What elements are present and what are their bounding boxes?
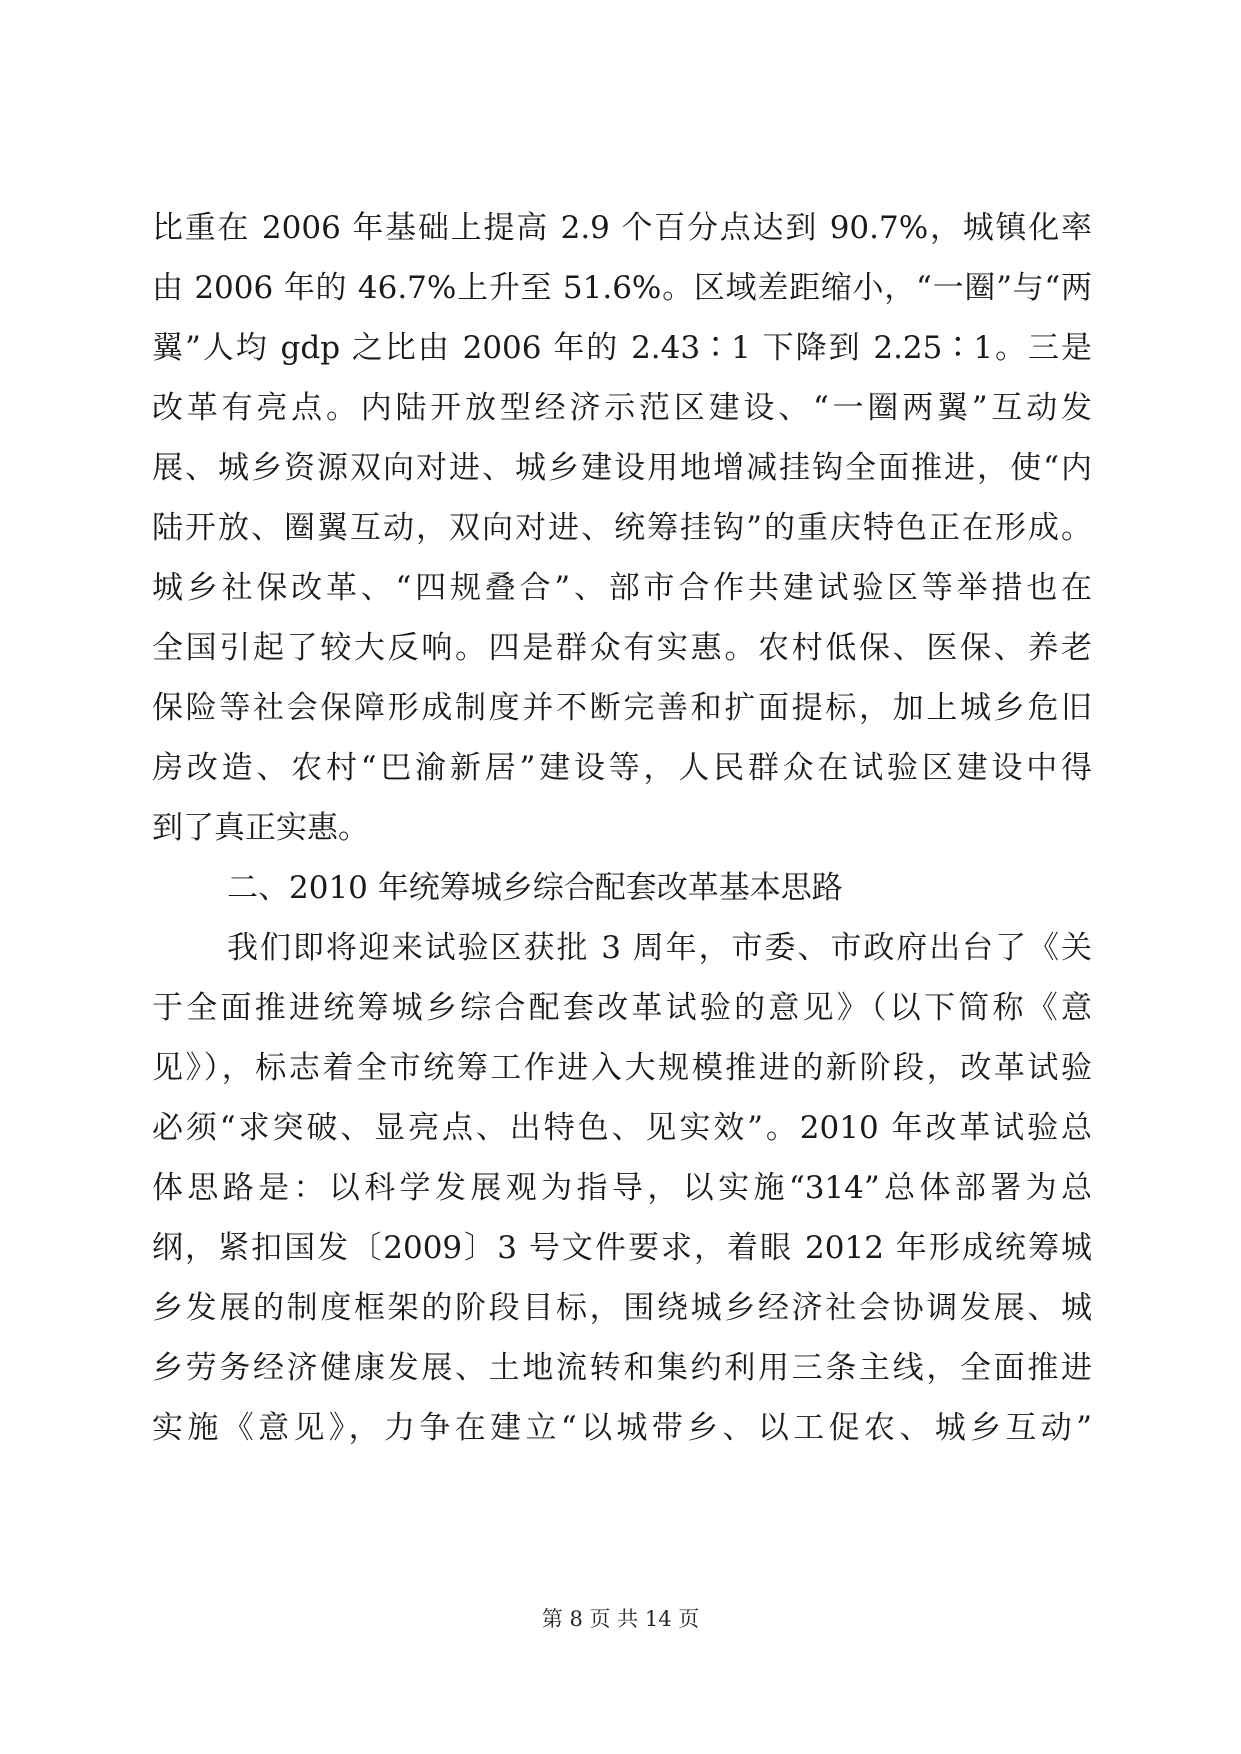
- body-line: 陆开放、圈翼互动，双向对进、统筹挂钩”的重庆特色正在形成。: [152, 510, 1092, 546]
- body-line: 纲，紧扣国发〔2009〕3 号文件要求，着眼 2012 年形成统筹城: [152, 1230, 1092, 1266]
- body-line: 见》），标志着全市统筹工作进入大规模推进的新阶段，改革试验: [152, 1050, 1092, 1086]
- body-line: 比重在 2006 年基础上提高 2.9 个百分点达到 90.7%，城镇化率: [152, 210, 1092, 246]
- body-line: 全国引起了较大反响。四是群众有实惠。农村低保、医保、养老: [152, 630, 1092, 666]
- body-line: 由 2006 年的 46.7%上升至 51.6%。区域差距缩小，“一圈”与“两: [152, 270, 1092, 306]
- body-line: 乡劳务经济健康发展、土地流转和集约利用三条主线，全面推进: [152, 1350, 1092, 1386]
- body-line: 乡发展的制度框架的阶段目标，围绕城乡经济社会协调发展、城: [152, 1290, 1092, 1326]
- body-line: 实施《意见》，力争在建立“以城带乡、以工促农、城乡互动”: [152, 1410, 1092, 1446]
- paragraph-first-line: 我们即将迎来试验区获批 3 周年，市委、市政府出台了《关: [227, 930, 1092, 966]
- section-heading: 二、2010 年统筹城乡综合配套改革基本思路: [227, 870, 843, 906]
- body-line: 房改造、农村“巴渝新居”建设等，人民群众在试验区建设中得: [152, 750, 1092, 786]
- body-line: 城乡社保改革、“四规叠合”、部市合作共建试验区等举措也在: [152, 570, 1092, 606]
- body-line: 翼”人均 gdp 之比由 2006 年的 2.43∶1 下降到 2.25∶1。三是: [152, 330, 1092, 366]
- page-number-footer: 第 8 页 共 14 页: [541, 1607, 700, 1631]
- body-line: 于全面推进统筹城乡综合配套改革试验的意见》（以下简称《意: [152, 990, 1092, 1026]
- body-line: 改革有亮点。内陆开放型经济示范区建设、“一圈两翼”互动发: [152, 390, 1092, 426]
- body-line: 到了真正实惠。: [152, 810, 369, 846]
- body-line: 必须“求突破、显亮点、出特色、见实效”。2010 年改革试验总: [152, 1110, 1092, 1146]
- body-line: 保险等社会保障形成制度并不断完善和扩面提标，加上城乡危旧: [152, 690, 1092, 726]
- body-line: 体思路是：以科学发展观为指导，以实施“314”总体部署为总: [152, 1170, 1092, 1206]
- body-line: 展、城乡资源双向对进、城乡建设用地增减挂钩全面推进，使“内: [152, 450, 1092, 486]
